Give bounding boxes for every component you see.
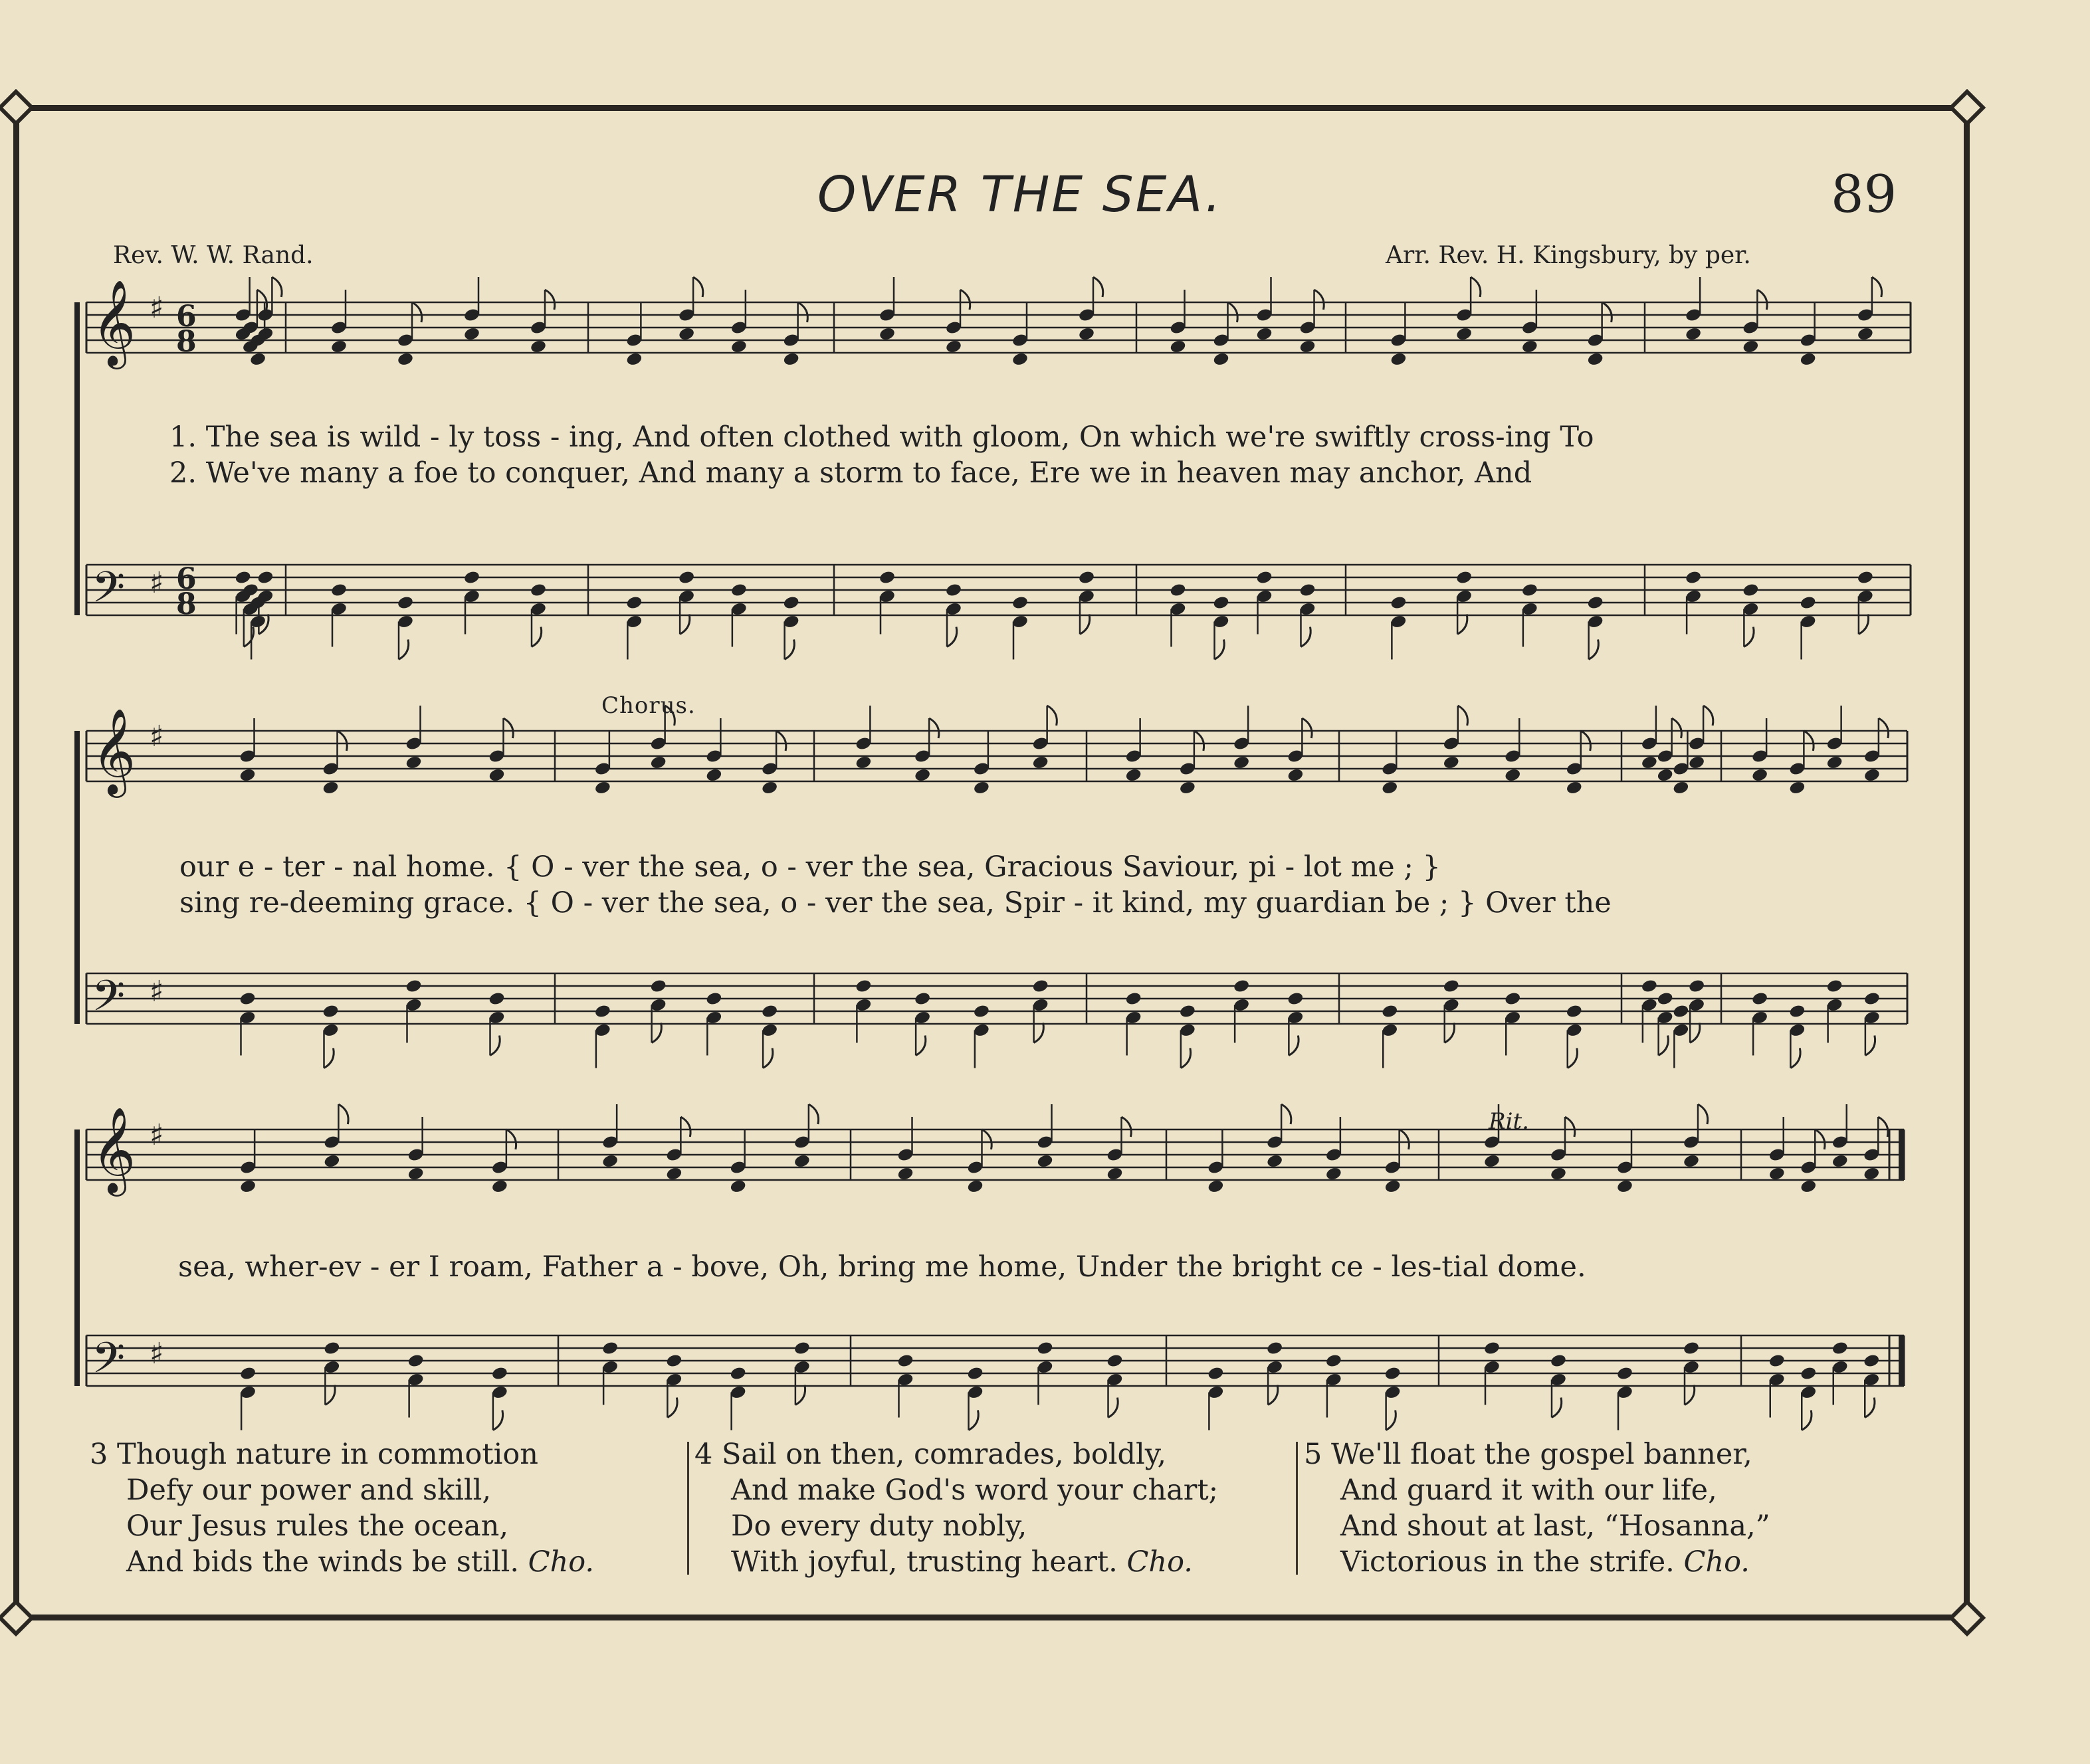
note-flag <box>693 277 703 297</box>
note-head <box>730 1366 747 1381</box>
note-head <box>1036 1153 1053 1169</box>
verse-line: And bids the winds be still. <box>126 1545 519 1579</box>
note-head <box>322 1004 339 1019</box>
verse-line: Victorious in the strife. <box>1340 1545 1675 1579</box>
sharp-icon: ♯ <box>150 719 164 753</box>
note-head <box>1325 1353 1342 1369</box>
note-head <box>1550 1353 1567 1369</box>
note-flag <box>680 615 690 635</box>
note-head <box>1788 1004 1806 1019</box>
sharp-icon: ♯ <box>150 1118 164 1152</box>
note-head <box>1011 351 1029 367</box>
note-flag <box>785 640 795 660</box>
note-flag <box>1589 640 1599 660</box>
note-head <box>1125 991 1142 1007</box>
note-head <box>650 979 667 994</box>
note-head <box>397 595 414 611</box>
verse-line: We'll float the gospel banner, <box>1331 1438 1752 1471</box>
note-head <box>1233 755 1250 770</box>
note-head <box>1325 1166 1342 1181</box>
note-head <box>1443 979 1460 994</box>
chorus-cue: Cho. <box>528 1545 595 1579</box>
verse-line: And shout at last, “Hosanna,” <box>1340 1510 1770 1543</box>
note-head <box>530 339 547 354</box>
note-head <box>323 1341 340 1356</box>
note-head <box>405 755 422 770</box>
note-head <box>1550 1166 1567 1181</box>
note-head <box>1672 780 1689 795</box>
system-brace <box>74 731 80 1024</box>
note-head <box>1566 1004 1583 1019</box>
note-flag <box>667 1398 677 1418</box>
note-flag <box>680 1117 690 1137</box>
note-flag <box>1281 1104 1291 1124</box>
note-head <box>1504 767 1521 783</box>
note-head <box>945 583 962 598</box>
note-head <box>966 1179 984 1194</box>
note-flag <box>493 1411 503 1430</box>
note-head <box>257 570 274 585</box>
note-flag <box>969 1411 979 1430</box>
note-head <box>239 991 256 1007</box>
note-head <box>1207 1179 1224 1194</box>
note-head <box>1455 570 1473 585</box>
note-head <box>783 595 800 611</box>
note-head <box>783 351 800 367</box>
verse-line: Though nature in commotion <box>117 1438 538 1471</box>
note-flag <box>916 1036 926 1056</box>
note-head <box>665 1353 682 1369</box>
note-head <box>1742 583 1759 598</box>
verse-line: Do every duty nobly, <box>731 1510 1027 1543</box>
note-head <box>1169 583 1186 598</box>
note-flag <box>1400 1129 1410 1149</box>
hymn-title: OVER THE SEA. <box>817 166 1223 223</box>
note-flag <box>1289 1036 1299 1056</box>
note-flag <box>960 290 970 310</box>
note-head <box>705 991 722 1007</box>
note-head <box>1381 780 1398 795</box>
note-flag <box>1108 1398 1118 1418</box>
note-head <box>1863 767 1881 783</box>
verse-divider <box>687 1442 689 1575</box>
note-head <box>1641 755 1658 770</box>
note-head <box>1566 780 1583 795</box>
sharp-icon: ♯ <box>150 290 164 325</box>
note-head <box>1800 1366 1817 1381</box>
note-flag <box>1744 627 1754 647</box>
note-head <box>896 1166 914 1181</box>
ritardando-marking: Rit. <box>1489 1108 1529 1135</box>
note-head <box>601 1341 619 1356</box>
note-flag <box>1302 718 1312 738</box>
note-head <box>1266 1341 1283 1356</box>
verse-number: 4 <box>694 1438 713 1471</box>
note-head <box>1826 755 1843 770</box>
note-head <box>1078 326 1095 342</box>
note-head <box>665 1166 682 1181</box>
note-flag <box>1228 302 1238 322</box>
note-head <box>249 351 266 367</box>
note-flag <box>1804 731 1814 751</box>
note-head <box>1255 326 1273 342</box>
note-flag <box>1690 1023 1700 1043</box>
note-flag <box>1047 706 1057 726</box>
note-head <box>1233 979 1250 994</box>
note-head <box>1443 755 1460 770</box>
note-flag <box>272 277 282 297</box>
note-flag <box>506 1129 516 1149</box>
note-head <box>973 1004 990 1019</box>
note-flag <box>1815 1129 1825 1149</box>
note-flag <box>1859 615 1869 635</box>
note-flag <box>1552 1398 1562 1418</box>
note-head <box>1863 1353 1880 1369</box>
note-flag <box>338 1104 348 1124</box>
note-head <box>239 1366 257 1381</box>
note-head <box>322 780 339 795</box>
note-head <box>1768 1353 1786 1369</box>
note-flag <box>1865 1398 1875 1418</box>
note-flag <box>1458 706 1468 726</box>
note-head <box>1125 767 1142 783</box>
note-head <box>1179 1004 1196 1019</box>
note-flag <box>1865 1036 1875 1056</box>
note-head <box>1266 1153 1283 1169</box>
note-flag <box>809 1104 819 1124</box>
note-flag <box>1215 640 1225 660</box>
note-head <box>1685 326 1702 342</box>
note-head <box>1768 1166 1786 1181</box>
note-head <box>397 351 414 367</box>
note-head <box>625 351 643 367</box>
sharp-icon: ♯ <box>150 974 164 1009</box>
note-head <box>793 1153 811 1169</box>
note-head <box>1857 570 1874 585</box>
note-flag <box>1703 706 1713 726</box>
note-flag <box>776 731 786 751</box>
verse-line: With joyful, trusting heart. <box>731 1545 1118 1579</box>
note-head <box>1683 1153 1700 1169</box>
note-head <box>1036 1341 1053 1356</box>
note-flag <box>1457 615 1467 635</box>
note-head <box>1106 1353 1123 1369</box>
note-head <box>966 1366 984 1381</box>
note-head <box>1800 351 1817 367</box>
treble-clef-icon: 𝄞 <box>92 708 136 795</box>
note-head <box>330 583 348 598</box>
note-flag <box>1445 1023 1455 1043</box>
note-head <box>1504 991 1521 1007</box>
time-signature: 8 <box>176 325 197 359</box>
note-head <box>1685 570 1702 585</box>
note-flag <box>1659 1036 1669 1056</box>
note-head <box>1287 991 1304 1007</box>
note-flag <box>504 718 514 738</box>
note-head <box>879 326 896 342</box>
note-head <box>1831 1153 1849 1169</box>
note-head <box>1390 595 1407 611</box>
note-head <box>761 1004 778 1019</box>
note-head <box>1011 595 1029 611</box>
chorus-marking: Chorus. <box>601 692 696 719</box>
note-head <box>323 1153 340 1169</box>
note-head <box>730 339 748 354</box>
note-head <box>730 1179 747 1194</box>
note-flag <box>490 1036 500 1056</box>
note-head <box>1455 326 1473 342</box>
verse-number: 5 <box>1304 1438 1322 1471</box>
note-head <box>1390 351 1407 367</box>
bass-clef-icon: 𝄢 <box>92 563 126 623</box>
note-head <box>1587 595 1604 611</box>
note-head <box>407 1166 425 1181</box>
note-head <box>896 1353 914 1369</box>
note-flag <box>1568 1048 1578 1068</box>
note-flag <box>798 302 808 322</box>
note-flag <box>338 731 348 751</box>
lyric-line-verse1: our e - ter - nal home. { O - ver the sea, o - ver the sea, Gracious Saviour, pi - lot me ; } <box>179 850 1441 884</box>
verse-line: Sail on then, comrades, boldly, <box>722 1438 1167 1471</box>
note-head <box>463 570 480 585</box>
note-flag <box>1672 718 1682 738</box>
note-head <box>1800 595 1817 611</box>
note-flag <box>1471 277 1481 297</box>
note-flag <box>1698 1104 1708 1124</box>
note-flag <box>929 718 939 738</box>
note-head <box>678 326 695 342</box>
note-head <box>1863 991 1881 1007</box>
note-head <box>1483 1341 1501 1356</box>
note-head <box>879 570 896 585</box>
lyricist-credit: Rev. W. W. Rand. <box>113 242 314 269</box>
note-flag <box>1685 1385 1695 1405</box>
note-flag <box>1790 1048 1800 1068</box>
note-flag <box>1879 718 1889 738</box>
note-head <box>1381 1004 1398 1019</box>
note-head <box>625 595 643 611</box>
note-head <box>1483 1153 1501 1169</box>
note-head <box>973 780 990 795</box>
note-flag <box>1093 277 1103 297</box>
treble-clef-icon: 𝄞 <box>92 279 136 366</box>
note-head <box>855 979 872 994</box>
note-head <box>1742 339 1759 354</box>
note-head <box>1287 767 1304 783</box>
note-head <box>1751 767 1768 783</box>
note-head <box>855 755 872 770</box>
note-head <box>1299 339 1316 354</box>
final-barline <box>1899 1335 1905 1386</box>
lyric-line-verse2: 2. We've many a foe to conquer, And many a storm to face, Ere we in heaven may anchor, And <box>169 456 1532 490</box>
note-head <box>730 583 748 598</box>
note-head <box>1032 979 1049 994</box>
note-head <box>1078 570 1095 585</box>
note-flag <box>1194 731 1204 751</box>
verse-line: Our Jesus rules the ocean, <box>126 1510 509 1543</box>
note-head <box>1587 351 1604 367</box>
note-head <box>1857 326 1874 342</box>
lyric-line-verse1: 1. The sea is wild - ly toss - ing, And often clothed with gloom, On which we're swiftly cross-ing To <box>169 421 1594 454</box>
note-head <box>1826 979 1843 994</box>
note-flag <box>412 302 422 322</box>
bass-clef-icon: 𝄢 <box>92 971 126 1032</box>
note-head <box>530 583 547 598</box>
note-head <box>1106 1166 1123 1181</box>
note-head <box>594 780 611 795</box>
note-head <box>488 991 505 1007</box>
note-flag <box>1122 1117 1132 1137</box>
note-head <box>1299 583 1316 598</box>
note-flag <box>1268 1385 1278 1405</box>
note-head <box>1641 979 1658 994</box>
note-head <box>491 1366 508 1381</box>
note-head <box>488 767 505 783</box>
note-flag <box>1301 627 1311 647</box>
note-head <box>1688 979 1705 994</box>
note-head <box>793 1341 811 1356</box>
note-head <box>1521 339 1538 354</box>
note-head <box>491 1179 508 1194</box>
final-barline <box>1899 1129 1905 1180</box>
note-head <box>1616 1366 1633 1381</box>
lyric-line: sea, wher-ev - er I roam, Father a - bove, Oh, bring me home, Under the bright ce - les-tial dome. <box>178 1250 1586 1284</box>
note-flag <box>244 627 254 647</box>
time-signature: 6 <box>176 562 197 597</box>
note-head <box>1212 595 1229 611</box>
note-head <box>945 339 962 354</box>
note-head <box>1683 1341 1700 1356</box>
note-head <box>1212 351 1229 367</box>
note-head <box>330 339 348 354</box>
note-head <box>1384 1366 1402 1381</box>
note-head <box>1688 755 1705 770</box>
note-head <box>1800 1179 1817 1194</box>
note-flag <box>795 1385 805 1405</box>
note-flag <box>763 1048 773 1068</box>
verse-block <box>90 1436 594 1580</box>
note-head <box>463 326 480 342</box>
verse-line: And guard it with our life, <box>1340 1474 1717 1507</box>
note-flag <box>325 1385 335 1405</box>
note-flag <box>947 627 957 647</box>
note-head <box>650 755 667 770</box>
note-head <box>1788 780 1806 795</box>
note-flag <box>545 290 555 310</box>
note-head <box>1831 1341 1849 1356</box>
verse-block <box>694 1436 1218 1580</box>
verse-divider <box>1296 1442 1298 1575</box>
note-head <box>601 1153 619 1169</box>
note-flag <box>1802 1411 1812 1430</box>
system-brace <box>74 302 80 615</box>
note-head <box>1751 991 1768 1007</box>
note-head <box>239 1179 257 1194</box>
note-head <box>235 570 252 585</box>
note-flag <box>982 1129 992 1149</box>
chorus-cue: Cho. <box>1683 1545 1750 1579</box>
verse-line: And make God's word your chart; <box>731 1474 1219 1507</box>
time-signature: 6 <box>176 300 197 334</box>
note-head <box>1384 1179 1402 1194</box>
note-head <box>1616 1179 1633 1194</box>
note-head <box>914 991 931 1007</box>
note-flag <box>1581 731 1591 751</box>
note-head <box>1255 570 1273 585</box>
verse-line: Defy our power and skill, <box>126 1474 492 1507</box>
sharp-icon: ♯ <box>150 565 164 600</box>
note-flag <box>1565 1117 1575 1137</box>
note-head <box>405 979 422 994</box>
note-head <box>1657 991 1674 1007</box>
note-head <box>594 1004 611 1019</box>
lyric-line-verse2: sing re-deeming grace. { O - ver the sea, o - ver the sea, Spir - it kind, my guardian be ; } Over the <box>179 886 1612 920</box>
verse-number: 3 <box>90 1438 108 1471</box>
note-flag <box>257 290 267 310</box>
sharp-icon: ♯ <box>150 1336 164 1371</box>
note-flag <box>1602 302 1612 322</box>
note-flag <box>1314 290 1324 310</box>
system-brace <box>74 1129 80 1386</box>
note-head <box>1672 1004 1689 1019</box>
bass-clef-icon: 𝄢 <box>92 1333 126 1394</box>
note-head <box>407 1353 425 1369</box>
page-number: 89 <box>1831 165 1897 225</box>
note-head <box>1207 1366 1224 1381</box>
note-head <box>1032 755 1049 770</box>
note-flag <box>1181 1048 1191 1068</box>
verse-block <box>1304 1436 1770 1580</box>
note-head <box>761 780 778 795</box>
note-head <box>1657 767 1674 783</box>
note-flag <box>1080 615 1090 635</box>
note-head <box>678 570 695 585</box>
time-signature: 8 <box>176 587 197 622</box>
note-flag <box>399 640 409 660</box>
note-head <box>1179 780 1196 795</box>
note-head <box>914 767 931 783</box>
chorus-cue: Cho. <box>1126 1545 1193 1579</box>
note-flag <box>324 1048 334 1068</box>
note-head <box>239 767 256 783</box>
note-head <box>1863 1166 1880 1181</box>
note-flag <box>1386 1411 1396 1430</box>
arranger-credit: Arr. Rev. H. Kingsbury, by per. <box>1386 242 1751 269</box>
note-head <box>1521 583 1538 598</box>
note-head <box>705 767 722 783</box>
note-flag <box>652 1023 662 1043</box>
note-head <box>1169 339 1186 354</box>
note-flag <box>1878 1117 1888 1137</box>
note-flag <box>1034 1023 1044 1043</box>
note-flag <box>1757 290 1767 310</box>
treble-clef-icon: 𝄞 <box>92 1106 136 1193</box>
note-flag <box>1872 277 1882 297</box>
note-flag <box>532 627 542 647</box>
